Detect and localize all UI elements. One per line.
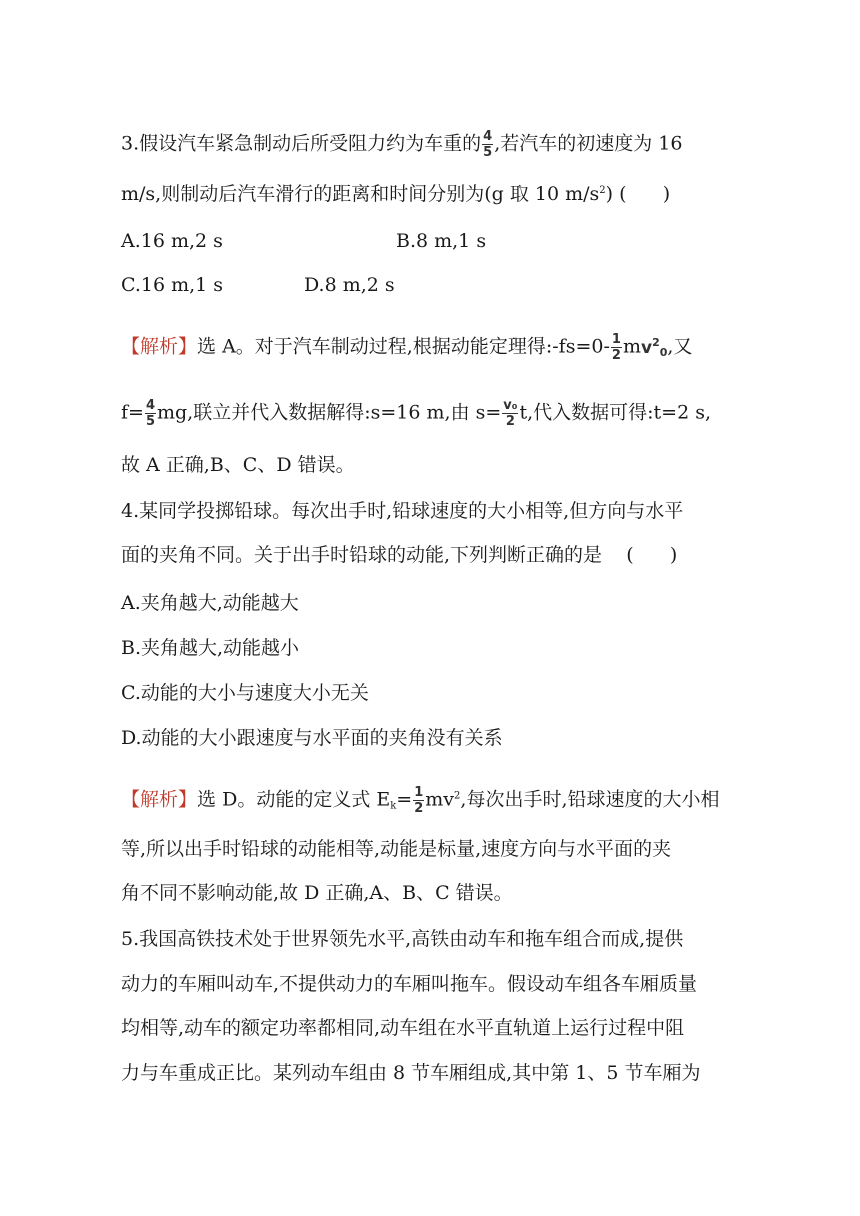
q5-stem-line1: 5.我国高铁技术处于世界领先水平,高铁由动车和拖车组合而成,提供	[121, 928, 684, 950]
v0-half-fraction: $\frac{\text{v₀}}{2}$	[503, 398, 518, 429]
q3-option-a: A.16 m,2 s	[121, 230, 223, 252]
q4-option-d: D.动能的大小跟速度与水平面的夹角没有关系	[121, 727, 503, 749]
q5-stem-line2: 动力的车厢叫动车,不提供动力的车厢叫拖车。假设动车组各车厢质量	[121, 973, 698, 995]
half-fraction: $\frac{1}{2}$	[611, 332, 621, 363]
analysis-tag: 【解析】	[121, 788, 198, 811]
q4-analysis-line1: 【解析】选 D。动能的定义式 $E_k=$ $\frac{1}{2}$ $mv^2$,每次出手时,铅球速度的大小相	[121, 785, 720, 816]
q3-stem-line2: m/s,则制动后汽车滑行的距离和时间分别为(g 取 10 $m/s^2$) ( )	[121, 183, 671, 205]
q5-stem-line3: 均相等,动车的额定功率都相同,动车组在水平直轨道上运行过程中阻	[121, 1017, 685, 1039]
q3-option-b: B.8 m,1 s	[396, 230, 487, 252]
q4-analysis-line2: 等,所以出手时铅球的动能相等,动能是标量,速度方向与水平面的夹	[121, 838, 672, 860]
half-fraction: $\frac{1}{2}$	[414, 785, 424, 816]
q4-option-b: B.夹角越大,动能越小	[121, 637, 300, 659]
q3-option-d: D.8 m,2 s	[304, 274, 395, 296]
q4-stem-line1: 4.某同学投掷铅球。每次出手时,铅球速度的大小相等,但方向与水平	[121, 500, 684, 522]
q3-analysis-line1: 【解析】选 A。对于汽车制动过程,根据动能定理得:-fs=0- $\frac{1}{2}$ $mv^2_0$,又	[121, 332, 693, 363]
q5-stem-line4: 力与车重成正比。某列动车组由 8 节车厢组成,其中第 1、5 节车厢为	[121, 1062, 701, 1084]
q4-analysis-line3: 角不同不影响动能,故 D 正确,A、B、C 错误。	[121, 882, 513, 904]
q4-option-a: A.夹角越大,动能越大	[121, 592, 299, 614]
q3-option-c: C.16 m,1 s	[121, 274, 224, 296]
q3-analysis-line2: f= $\frac{4}{5}$ mg,联立并代入数据解得:s=16 m,由 s= $\frac{\text{v₀}}{2}$ t,代入数据可得:t=2 s,	[121, 398, 712, 429]
q3-stem-line1	[121, 130, 682, 159]
q3-analysis-line3: 故 A 正确,B、C、D 错误。	[121, 454, 355, 476]
q3-text: 3.假设汽车紧急制动后所受阻力约为车重的	[121, 132, 482, 155]
q4-stem-line2: 面的夹角不同。关于出手时铅球的动能,下列判断正确的是 ( )	[121, 544, 678, 566]
v0-squared: $v^2_0$	[640, 335, 668, 359]
q3-fraction: $\frac{4}{5}$	[483, 129, 493, 160]
q4-option-c: C.动能的大小与速度大小无关	[121, 682, 369, 704]
analysis-tag: 【解析】	[121, 335, 198, 358]
four-fifths-fraction: $\frac{4}{5}$	[145, 398, 155, 429]
q3-text: ,若汽车的初速度为 16	[494, 132, 683, 155]
